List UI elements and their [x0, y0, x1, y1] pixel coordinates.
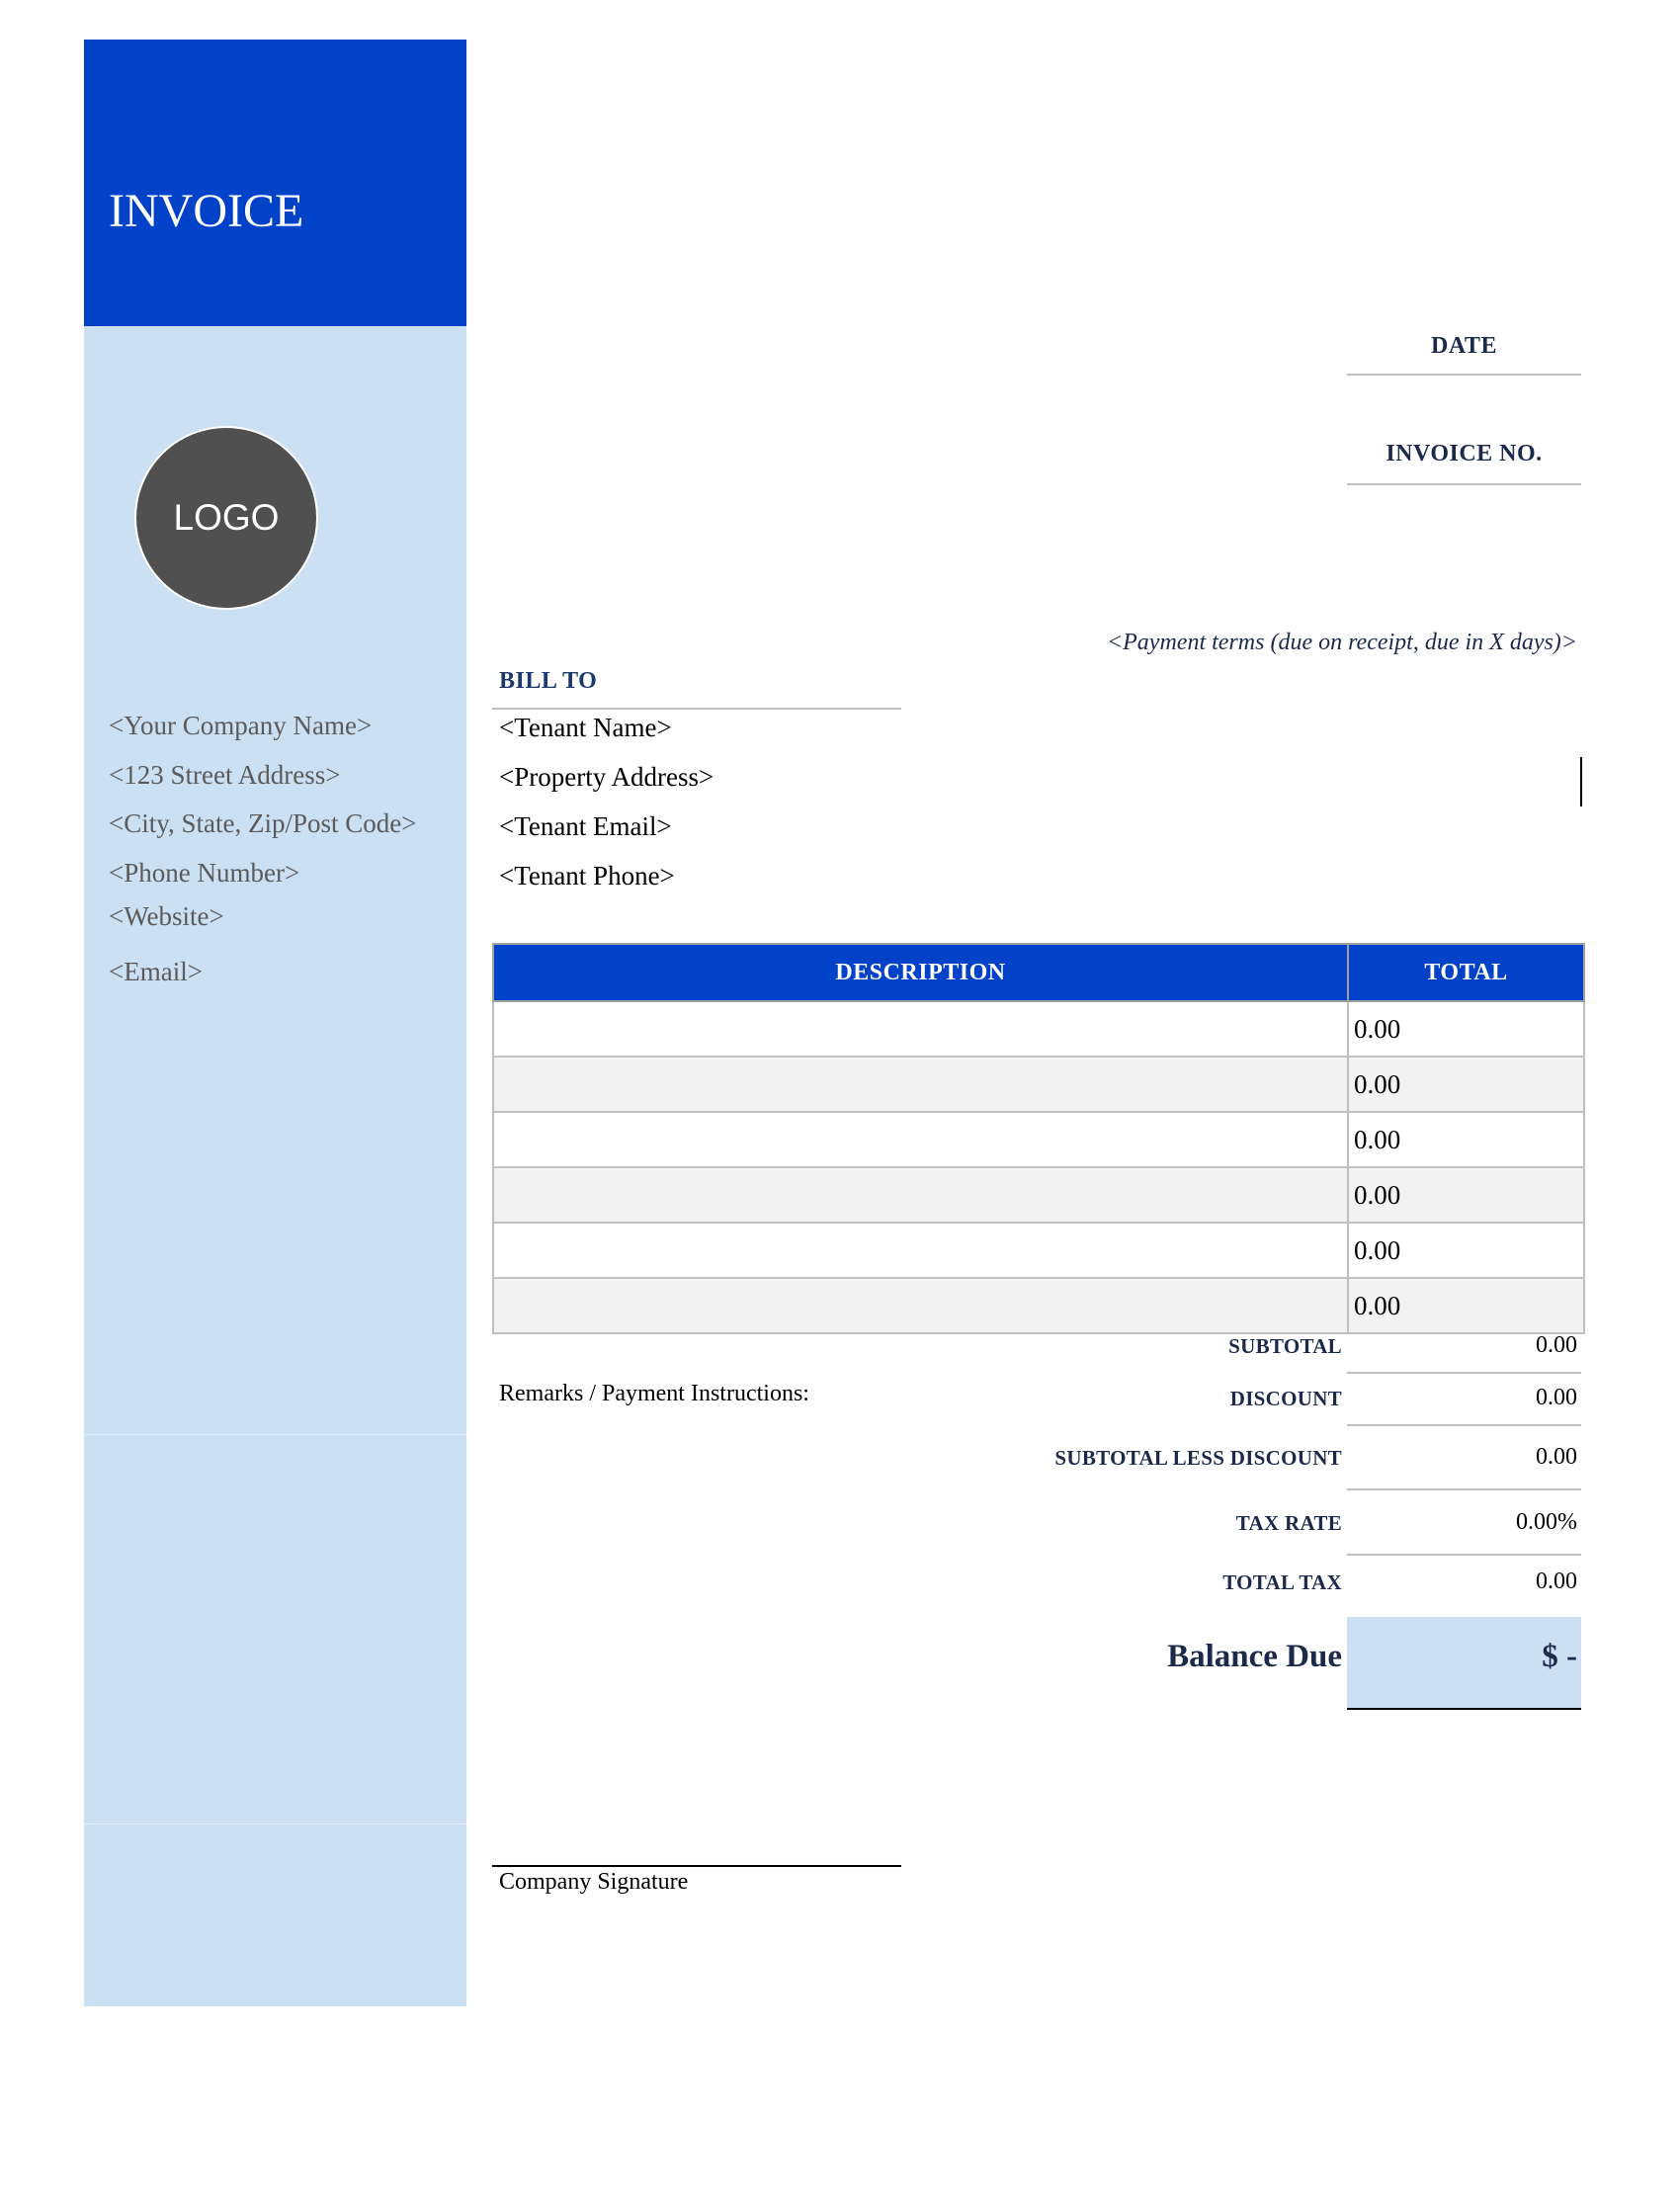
subtotal-less-discount-label: SUBTOTAL LESS DISCOUNT [1054, 1446, 1342, 1470]
items-header-row [493, 944, 1584, 1001]
remarks-label[interactable]: Remarks / Payment Instructions: [499, 1381, 809, 1406]
invoice-no-field[interactable] [1347, 483, 1581, 485]
totals-divider [1347, 1488, 1581, 1490]
description-header: DESCRIPTION [493, 944, 1348, 1001]
total-cell[interactable]: 0.00 [1348, 1001, 1584, 1057]
date-field[interactable] [1347, 374, 1581, 376]
total-cell[interactable]: 0.00 [1348, 1112, 1584, 1167]
description-cell[interactable] [493, 1001, 1348, 1057]
subtotal-value: 0.00 [1536, 1332, 1577, 1358]
table-row [493, 1001, 1584, 1057]
totals-divider [1347, 1372, 1581, 1374]
total-cell[interactable]: 0.00 [1348, 1278, 1584, 1333]
total-cell[interactable]: 0.00 [1348, 1167, 1584, 1223]
payment-terms[interactable]: <Payment terms (due on receipt, due in X days)> [1106, 630, 1577, 655]
text-cursor [1580, 757, 1582, 806]
totals-divider [1347, 1424, 1581, 1426]
description-cell[interactable] [493, 1167, 1348, 1223]
description-cell[interactable] [493, 1278, 1348, 1333]
invoice-title: INVOICE [109, 185, 304, 237]
company-name[interactable]: <Your Company Name> [109, 711, 373, 740]
discount-label: DISCOUNT [1229, 1387, 1342, 1410]
description-cell[interactable] [493, 1112, 1348, 1167]
table-row [493, 1278, 1584, 1333]
total-cell[interactable]: 0.00 [1348, 1223, 1584, 1278]
total-tax-value: 0.00 [1536, 1569, 1577, 1594]
tenant-email[interactable]: <Tenant Email> [499, 811, 672, 841]
balance-due-label: Balance Due [1167, 1639, 1342, 1674]
invoice-header-band [84, 40, 466, 326]
table-row [493, 1223, 1584, 1278]
date-label: DATE [1431, 333, 1497, 359]
table-row [493, 1057, 1584, 1112]
tenant-phone[interactable]: <Tenant Phone> [499, 861, 675, 890]
tenant-name[interactable]: <Tenant Name> [499, 713, 672, 742]
company-website[interactable]: <Website> [109, 901, 224, 931]
table-row [493, 1167, 1584, 1223]
total-header: TOTAL [1348, 944, 1584, 1001]
signature-label: Company Signature [499, 1869, 689, 1895]
sidebar-divider [84, 1823, 466, 1824]
bill-to-divider [492, 708, 901, 710]
discount-value[interactable]: 0.00 [1536, 1385, 1577, 1410]
description-cell[interactable] [493, 1057, 1348, 1112]
total-cell[interactable]: 0.00 [1348, 1057, 1584, 1112]
bill-to-label: BILL TO [499, 668, 598, 694]
invoice-no-label: INVOICE NO. [1386, 441, 1543, 466]
subtotal-less-discount-value: 0.00 [1536, 1444, 1577, 1470]
tax-rate-label: TAX RATE [1235, 1511, 1342, 1535]
logo-placeholder [134, 426, 318, 610]
logo-text: LOGO [173, 497, 280, 538]
company-phone[interactable]: <Phone Number> [109, 858, 300, 888]
signature-line[interactable] [492, 1865, 901, 1867]
items-table [492, 943, 1585, 1334]
company-street[interactable]: <123 Street Address> [109, 760, 341, 790]
sidebar-end [84, 2007, 466, 2205]
description-cell[interactable] [493, 1223, 1348, 1278]
property-address[interactable]: <Property Address> [499, 762, 714, 792]
sidebar-divider [84, 1434, 466, 1435]
company-city[interactable]: <City, State, Zip/Post Code> [109, 808, 417, 838]
table-row [493, 1112, 1584, 1167]
tax-rate-value[interactable]: 0.00% [1516, 1509, 1577, 1535]
balance-due-value: $ - [1542, 1639, 1577, 1674]
company-email[interactable]: <Email> [109, 957, 203, 986]
total-tax-label: TOTAL TAX [1222, 1570, 1342, 1594]
subtotal-label: SUBTOTAL [1228, 1334, 1342, 1358]
totals-divider [1347, 1554, 1581, 1556]
